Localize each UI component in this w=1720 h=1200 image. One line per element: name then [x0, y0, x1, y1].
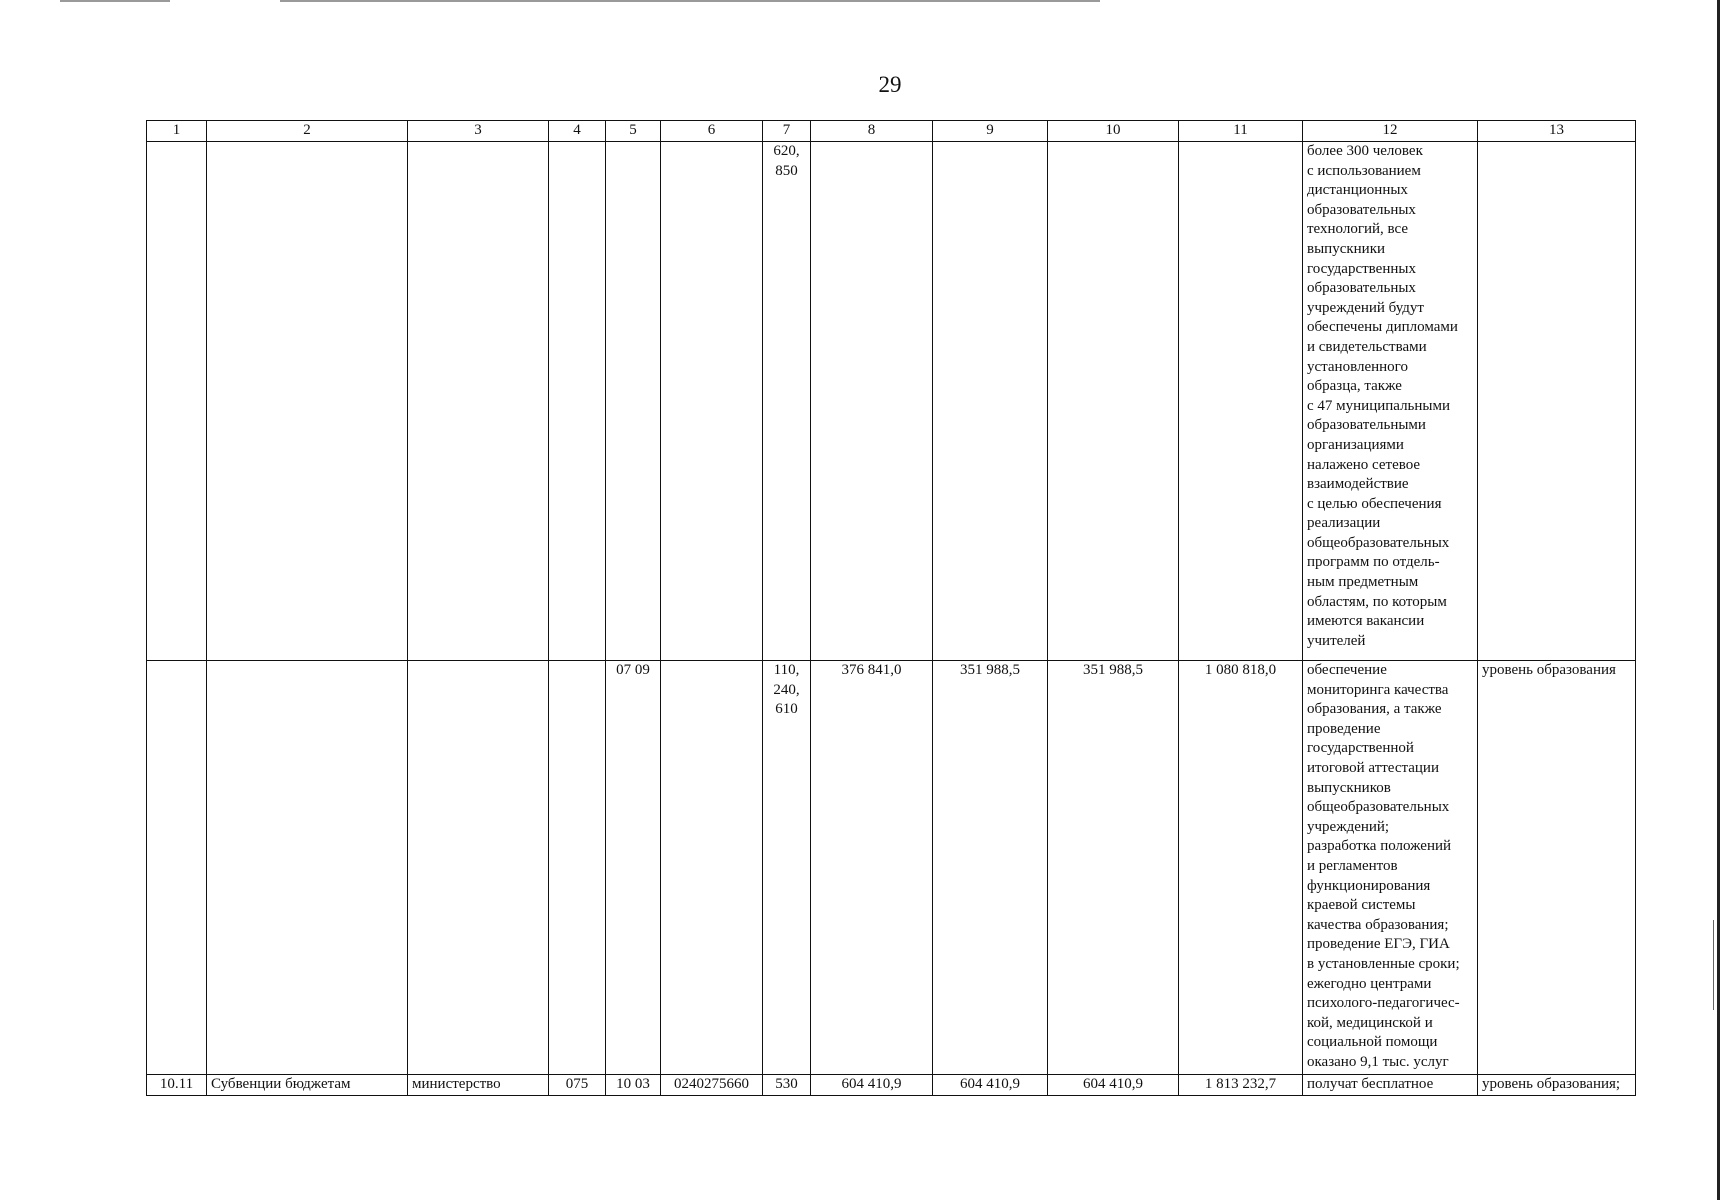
cell-line: кой, медицинской и	[1307, 1014, 1433, 1031]
header-cell: 4	[549, 121, 606, 142]
cell-line: 610	[775, 701, 798, 718]
scan-artifact	[280, 0, 1100, 2]
table-cell	[661, 661, 763, 1075]
amount-cell: 604 410,9	[1048, 1075, 1179, 1096]
gbrs-code-cell: 075	[549, 1075, 606, 1096]
cell-line: образовательными	[1307, 417, 1426, 434]
cell-line: государственных	[1307, 260, 1416, 277]
cell-line: с целью обеспечения	[1307, 495, 1442, 512]
total-cell: 1 813 232,7	[1179, 1075, 1303, 1096]
table-cell	[811, 142, 933, 661]
cell-line: учреждений;	[1307, 818, 1390, 835]
budget-table	[146, 120, 1636, 1096]
expense-type-cell	[763, 661, 811, 1075]
cell-line: областям, по которым	[1307, 593, 1447, 610]
table-cell	[933, 142, 1048, 661]
target-code-cell: 0240275660	[661, 1075, 763, 1096]
expense-type-cell: 530	[763, 1075, 811, 1096]
table-cell	[408, 661, 549, 1075]
cell-line: и регламентов	[1307, 857, 1398, 874]
cell-line: 110,	[773, 662, 800, 678]
cell-line: программ по отдель-	[1307, 554, 1440, 571]
cell-line: взаимодействие	[1307, 476, 1409, 493]
cell-line: оказано 9,1 тыс. услуг	[1307, 1053, 1449, 1070]
table-cell	[408, 142, 549, 661]
section-code-cell: 07 09	[606, 661, 661, 1075]
header-cell: 3	[408, 121, 549, 142]
header-cell: 7	[763, 121, 811, 142]
cell-line: налажено сетевое	[1307, 456, 1421, 473]
cell-line: технологий, все	[1307, 221, 1409, 238]
cell-line: проведение	[1307, 720, 1381, 737]
page-number: 29	[878, 72, 902, 97]
header-row	[147, 121, 1636, 142]
cell-line: общеобразовательных	[1307, 534, 1450, 551]
amount-cell: 351 988,5	[1048, 661, 1179, 1075]
cell-line: итоговой аттестации	[1307, 759, 1439, 776]
table-row	[147, 1075, 1636, 1096]
cell-line: образования, а также	[1307, 701, 1442, 718]
header-cell: 6	[661, 121, 763, 142]
table-row	[147, 142, 1636, 661]
cell-line: с использованием	[1307, 162, 1421, 179]
table-cell	[1179, 142, 1303, 661]
cell-line: и свидетельствами	[1307, 338, 1427, 355]
cell-line: государственной	[1307, 740, 1414, 757]
cell-line: организациями	[1307, 436, 1404, 453]
cell-line: мониторинга качества	[1307, 681, 1449, 698]
cell-line: психолого-педагогичес-	[1307, 995, 1460, 1012]
cell-line: учителей	[1307, 632, 1366, 649]
amount-cell: 376 841,0	[811, 661, 933, 1075]
table-cell	[606, 142, 661, 661]
cell-line: более 300 человек	[1307, 143, 1423, 159]
cell-line: проведение ЕГЭ, ГИА	[1307, 936, 1450, 953]
header-cell: 12	[1303, 121, 1478, 142]
cell-line: общеобразовательных	[1307, 799, 1450, 816]
table-cell	[147, 661, 207, 1075]
cell-line: ежегодно центрами	[1307, 975, 1432, 992]
indicator-cell: уровень образования;	[1478, 1075, 1636, 1096]
total-cell: 1 080 818,0	[1179, 661, 1303, 1075]
section-code-cell: 10 03	[606, 1075, 661, 1096]
cell-line: образца, также	[1307, 378, 1402, 395]
item-name-cell: Субвенции бюджетам	[207, 1075, 408, 1096]
scan-artifact	[60, 0, 170, 2]
cell-line: дистанционных	[1307, 182, 1408, 199]
cell-line: имеются вакансии	[1307, 613, 1425, 630]
amount-cell: 604 410,9	[933, 1075, 1048, 1096]
cell-line: образовательных	[1307, 201, 1416, 218]
result-description-cell	[1303, 661, 1478, 1075]
table-cell	[147, 142, 207, 661]
cell-line: реализации	[1307, 515, 1381, 532]
indicator-cell: уровень образования	[1478, 661, 1636, 1075]
header-cell: 8	[811, 121, 933, 142]
table-cell	[661, 142, 763, 661]
amount-cell: 351 988,5	[933, 661, 1048, 1075]
header-cell: 5	[606, 121, 661, 142]
cell-line: выпускники	[1307, 240, 1386, 257]
cell-line: 850	[775, 162, 798, 179]
header-cell: 11	[1179, 121, 1303, 142]
table-cell	[207, 142, 408, 661]
cell-line: с 47 муниципальными	[1307, 397, 1451, 414]
cell-line: 620,	[773, 143, 800, 159]
header-cell: 2	[207, 121, 408, 142]
amount-cell: 604 410,9	[811, 1075, 933, 1096]
cell-line: в установленные сроки;	[1307, 955, 1460, 972]
table-row	[147, 661, 1636, 1075]
header-cell: 9	[933, 121, 1048, 142]
table-cell	[207, 661, 408, 1075]
cell-line: ным предметным	[1307, 574, 1419, 591]
item-number-cell: 10.11	[147, 1075, 207, 1096]
cell-line: образовательных	[1307, 280, 1416, 297]
cell-line: обеспечение	[1307, 662, 1387, 678]
table-cell	[549, 142, 606, 661]
cell-line: 240,	[773, 681, 800, 698]
cell-line: учреждений будут	[1307, 299, 1424, 316]
cell-line: функционирования	[1307, 877, 1431, 894]
table-cell	[1478, 142, 1636, 661]
header-cell: 13	[1478, 121, 1636, 142]
header-cell: 10	[1048, 121, 1179, 142]
expense-type-cell	[763, 142, 811, 661]
cell-line: качества образования;	[1307, 916, 1449, 933]
cell-line: обеспечены дипломами	[1307, 319, 1458, 336]
result-description-cell	[1303, 142, 1478, 661]
table-cell	[1048, 142, 1179, 661]
cell-line: социальной помощи	[1307, 1034, 1438, 1051]
result-description-cell: получат бесплатное	[1303, 1075, 1478, 1096]
cell-line: установленного	[1307, 358, 1408, 375]
cell-line: разработка положений	[1307, 838, 1452, 855]
header-cell: 1	[147, 121, 207, 142]
cell-line: краевой системы	[1307, 897, 1416, 914]
scan-edge	[1713, 920, 1714, 1010]
cell-line: выпускников	[1307, 779, 1391, 796]
executor-cell: министерство	[408, 1075, 549, 1096]
table-cell	[549, 661, 606, 1075]
